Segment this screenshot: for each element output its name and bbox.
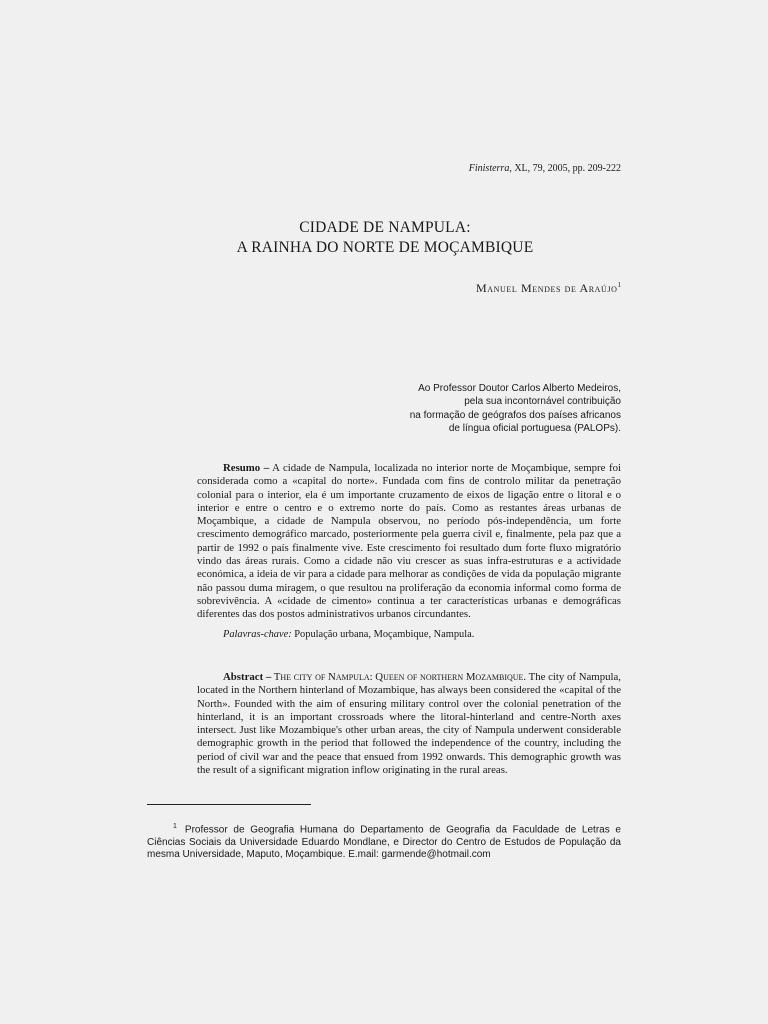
dedication-line: de língua oficial portuguesa (PALOPs). [448, 422, 621, 434]
resumo-paragraph [197, 462, 621, 622]
footnote-paragraph [147, 821, 621, 862]
dedication-line: na formação de geógrafos dos países africanos [409, 409, 621, 421]
dedication-line: pela sua incontornável contribuição [464, 396, 621, 408]
keywords-label: Palavras-chave: [223, 628, 292, 640]
keywords-text: População urbana, Moçambique, Nampula. [291, 628, 475, 640]
resumo-section [197, 462, 621, 641]
footnote-mark: 1 [173, 823, 177, 830]
footnote [147, 821, 621, 862]
resumo-text: A cidade de Nampula, localizada no interior norte de Moçambique, sempre foi considerada como a «capital do norte». Fundada com fins de controlo militar da penetração colonial para o interior, ela é um importante cruzamento de eixos de ligação entre o litoral e o interior e entre o centro e o extremo norte do país. Como as restantes áreas urbanas de Moçambique, a cidade de Nampula observou, no período pós-independência, um forte crescimento demográfico marcado, posteriormente pela guerra civil e, finalmente, pela paz que a partir de 1992 o país finalmente vive. Este crescimento foi resultado dum forte fluxo migratório vindo das áreas rurais. Como a cidade não viu crescer as suas infra-estruturas e a actividade económica, a ideia de vir para a cidade para melhorar as condições de vida da população migrante não passou duma miragem, o que resultou na proliferação da economia informal como forma de sobrevivência. A «cidade de cimento» continua a ter características urbanas e demográficas diferentes das dos postos administrativos urbanos circundantes. [197, 462, 621, 621]
dedication-line: Ao Professor Doutor Carlos Alberto Medeiros, [418, 383, 621, 394]
author-name: Manuel Mendes de Araújo [476, 281, 618, 295]
dedication [340, 382, 621, 435]
journal-volume-pages: XL, 79, 2005, pp. 209-222 [511, 163, 621, 174]
title-line-1: CIDADE DE NAMPULA: [299, 219, 471, 236]
abstract-text: The city of Nampula, located in the Northern hinterland of Mozambique, has always been considered the «capital of the North». Founded with the aim of ensuring military control over the colonial penetration of the hinterland, it is an important crossroads where the litoral-hinterland and centre-North axes intersect. Just like Mozambique's other urban areas, the city of Nampula underwent considerable demographic growth in the period that followed the independence of the country, including the period of civil war and the peace that ensued from 1992 onwards. This demographic growth was the result of a significant migration inflow originating in the rural areas. [197, 671, 621, 777]
author-footnote-mark: 1 [617, 281, 621, 289]
abstract-paragraph [197, 671, 621, 777]
footnote-separator [147, 804, 311, 805]
journal-name: Finisterra, [468, 163, 512, 174]
paper-title [150, 218, 620, 258]
abstract-heading: The city of Nampula: Queen of northern Mozambique. [271, 671, 527, 683]
journal-citation [380, 163, 621, 174]
abstract-label: Abstract – [223, 671, 272, 683]
author-byline [340, 281, 621, 296]
resumo-label: Resumo – [223, 462, 270, 474]
keywords-paragraph [197, 628, 621, 641]
abstract-section [197, 671, 621, 777]
footnote-text: Professor de Geografia Humana do Departamento de Geografia da Faculdade de Letras e Ciências Sociais da Universidade Eduardo Mondlane, e Director do Centro de Estudos de População da mesma Universidade, Maputo, Moçambique. E.mail: garmende@hotmail.com [147, 824, 621, 861]
title-line-2: A RAINHA DO NORTE DE MOÇAMBIQUE [236, 239, 534, 256]
